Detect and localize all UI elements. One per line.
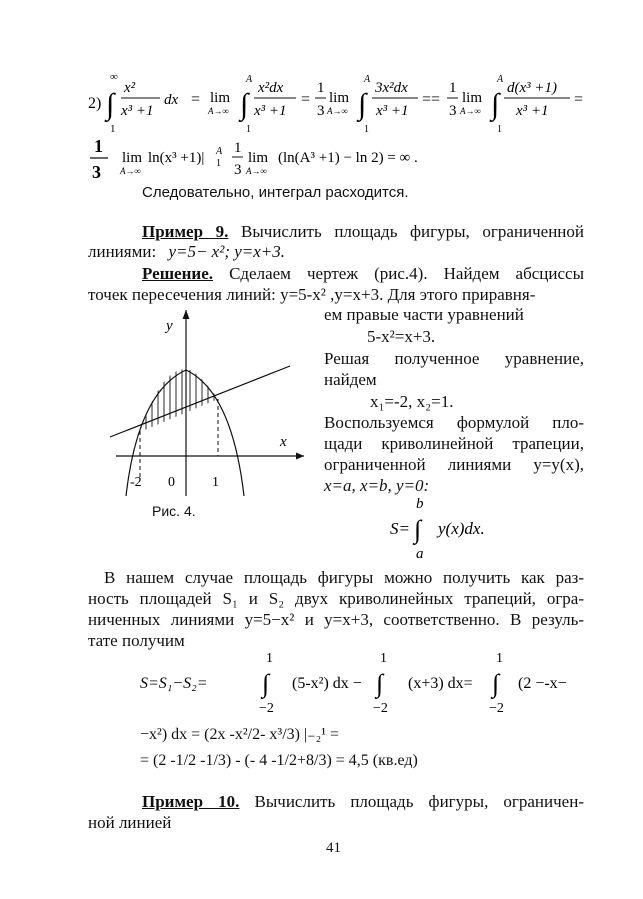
tick-label-0: 0 <box>168 475 175 490</box>
frac-den: 3 <box>92 162 101 182</box>
int1-upper: 1 <box>266 651 273 666</box>
calc-line-1-svg <box>140 648 590 718</box>
lim: lim <box>122 150 143 166</box>
upper-limit: A <box>246 74 253 85</box>
paragraph-line-2 <box>88 589 584 609</box>
example10-label: Пример 10. <box>142 792 240 811</box>
y-axis-arrow <box>183 310 190 319</box>
frac-num: d(x³ +1) <box>507 80 558 96</box>
paragraph-line-3 <box>88 610 584 630</box>
conclusion-text: Следовательно, интеграл расходится. <box>142 184 409 201</box>
lower-limit: 1 <box>216 158 221 169</box>
solution-line-5 <box>324 413 584 433</box>
math-line-2 <box>88 134 548 182</box>
lim-sub: A→∞ <box>460 106 481 116</box>
example9-text2: линиями: <box>88 242 157 261</box>
frac-den: x³ +1 <box>376 103 409 119</box>
frac-num: 1 <box>234 140 242 156</box>
formula-upper: b <box>416 496 424 512</box>
paragraph-line-4: тате получим <box>88 631 185 650</box>
x-axis-arrow <box>296 453 304 460</box>
int1-body: (5-x²) dx − <box>292 675 362 692</box>
frac-num: 3x²dx <box>375 80 408 96</box>
upper-limit: A <box>364 74 371 85</box>
formula-lower: a <box>416 546 424 562</box>
example9-line-1 <box>142 222 584 242</box>
equals: == <box>422 91 441 108</box>
equals: = <box>301 91 311 108</box>
integral-sign: ∫ <box>376 669 384 698</box>
solution-line-3: ем правые части уравнений <box>324 305 524 324</box>
figure-caption: Рис. 4. <box>152 503 196 519</box>
int3-upper: 1 <box>496 651 503 666</box>
frac-num: 1 <box>317 80 325 96</box>
y-axis-label: y <box>166 318 173 334</box>
example10-text: Вычислить площадь фигуры, ограничен- <box>254 792 584 811</box>
frac-den: 3 <box>234 162 242 178</box>
int2-body: (x+3) dx= <box>408 675 473 692</box>
solution-line-4 <box>324 349 584 369</box>
lim-sub: A→∞ <box>208 106 229 116</box>
lower-limit: 1 <box>497 124 502 135</box>
example10-line-1 <box>142 792 584 812</box>
math-line-1 <box>88 68 588 138</box>
calc-line-2: −x²) dx = (2x -x²/2- x³/3) |₋₂¹ = <box>140 726 340 743</box>
int3-lower: −2 <box>489 701 504 716</box>
parabola-curve <box>126 370 244 496</box>
frac-num: 1 <box>94 136 103 156</box>
example9-functions: y=5− x²; y=x+3. <box>168 242 286 261</box>
lower-limit: 1 <box>364 124 369 135</box>
int2-upper: 1 <box>380 651 387 666</box>
math-line-2-svg <box>88 134 548 182</box>
integral-sign: ∫ <box>106 88 115 121</box>
int2-lower: −2 <box>373 701 388 716</box>
frac-den: x³ +1 <box>254 103 287 119</box>
frac-den: x³ +1 <box>121 103 154 119</box>
item-number: 2) <box>88 95 102 112</box>
paragraph-line-1-text: В нашем случае площадь фигуры можно получить как раз- <box>104 568 584 587</box>
upper-limit: A <box>216 146 223 157</box>
example9-text: Вычислить площадь фигуры, ограниченной <box>241 222 585 241</box>
frac-num: x² <box>124 80 136 96</box>
example9-label: Пример 9. <box>142 222 229 241</box>
int3-body: (2 −-x− <box>518 675 567 692</box>
example9-line-2 <box>88 242 285 262</box>
example10-line-2: ной линией <box>88 813 172 832</box>
limit-expr: (ln(A³ +1) − ln 2) = ∞ . <box>278 150 418 166</box>
lower-limit: 1 <box>246 124 251 135</box>
figure-4 <box>104 306 314 502</box>
lim: lim <box>329 90 350 106</box>
tick-label-neg2: -2 <box>130 475 142 490</box>
solution-roots: x₁=-2, x₂=1. <box>370 392 454 411</box>
lim-sub: A→∞ <box>120 166 141 176</box>
equals: = <box>574 91 584 108</box>
formula-lhs: S= <box>390 519 410 538</box>
calc-lhs: S=S₁−S₂= <box>140 675 208 692</box>
frac-den: 3 <box>449 103 457 119</box>
frac-num: 1 <box>449 80 457 96</box>
math-line-1-svg <box>88 68 588 138</box>
integral-sign: ∫ <box>414 515 422 544</box>
page-number: 41 <box>326 840 341 856</box>
upper-limit: ∞ <box>110 71 118 83</box>
solution-label: Решение. <box>142 264 213 283</box>
lim-sub: A→∞ <box>246 166 267 176</box>
solution-line-5a: Воспользуемся формулой пло- <box>324 413 584 432</box>
calc-line-3: = (2 -1/2 -1/3) - (- 4 -1/2+8/3) = 4,5 (кв.ед) <box>140 752 418 769</box>
integral-sign: ∫ <box>240 88 249 121</box>
dx: dx <box>164 92 179 108</box>
ln-expr: ln(x³ +1)| <box>148 150 205 166</box>
integral-sign: ∫ <box>492 669 500 698</box>
frac-den: 3 <box>317 103 325 119</box>
upper-limit: A <box>497 74 504 85</box>
hatched-region <box>146 366 214 436</box>
integral-sign: ∫ <box>491 88 500 121</box>
paragraph-line-2-text: ность площадей S₁ и S₂ двух криволинейных трапеций, огра- <box>88 589 584 608</box>
solution-line-5c: ограниченной линиями y=y(x), <box>324 455 584 474</box>
solution-text: Сделаем чертеж (рис.4). Найдем абсциссы <box>229 264 585 283</box>
formula-integrand: y(x)dx. <box>438 519 485 538</box>
integral-sign: ∫ <box>358 88 367 121</box>
frac-num: x²dx <box>258 80 284 96</box>
paragraph-line-1 <box>104 568 584 588</box>
solution-line-4b: найдем <box>324 370 377 389</box>
solution-line-8: x=a, x=b, y=0: <box>324 476 430 495</box>
solution-line-4a: Решая полученное уравнение, <box>324 349 584 368</box>
lim: lim <box>248 150 269 166</box>
area-formula-svg <box>378 494 518 564</box>
solution-line-7 <box>324 455 584 475</box>
lower-limit: 1 <box>110 123 116 135</box>
solution-line-2: точек пересечения линий: y=5-x² ,y=x+3. Для этого приравня- <box>88 285 536 304</box>
area-formula <box>378 494 518 564</box>
line-graph <box>110 366 290 437</box>
integral-sign: ∫ <box>262 669 270 698</box>
paragraph-line-3-text: ниченных линиями y=5−x² и y=x+3, соответственно. В резуль- <box>88 610 584 629</box>
x-axis-label: x <box>280 434 287 450</box>
frac-den: x³ +1 <box>516 103 549 119</box>
calc-line-1 <box>140 648 590 718</box>
solution-line-6 <box>324 434 584 454</box>
solution-line-5b: щади криволинейной трапеции, <box>324 434 584 453</box>
lim-sub: A→∞ <box>327 106 348 116</box>
figure-4-svg <box>104 306 314 502</box>
solution-equation: 5-x²=x+3. <box>367 327 436 346</box>
int1-lower: −2 <box>259 701 274 716</box>
lim: lim <box>210 90 231 106</box>
solution-line-1 <box>142 264 584 284</box>
lim: lim <box>462 90 483 106</box>
tick-label-1: 1 <box>212 475 219 490</box>
equals: = <box>191 91 201 108</box>
